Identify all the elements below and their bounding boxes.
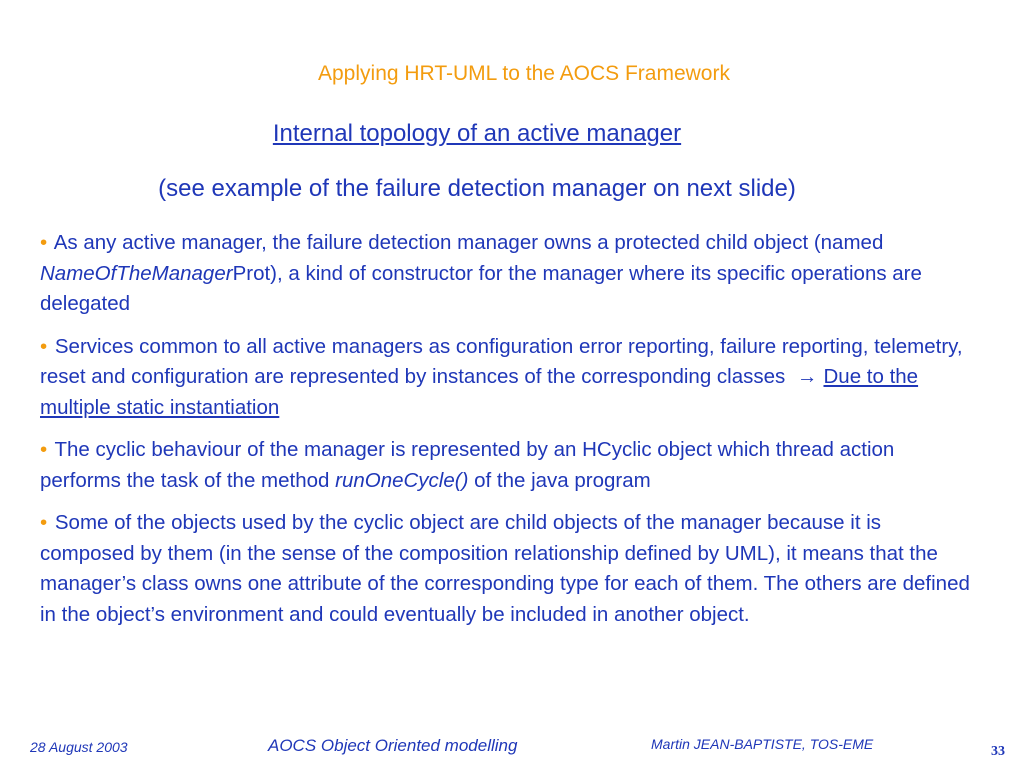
bullet-item <box>40 435 975 496</box>
right-arrow-icon: → <box>796 365 818 388</box>
bullet-text: Prot), a kind of constructor for the manager where its specific operations are delegated <box>40 261 922 315</box>
footer-title: AOCS Object Oriented modelling <box>268 736 518 755</box>
bullet-text: of the java program <box>468 468 651 492</box>
bullet-list <box>40 228 975 642</box>
bullet-item <box>40 228 975 320</box>
slide-subtitle: (see example of the failure detection manager on next slide) <box>158 175 796 202</box>
bullet-italic-term: NameOfTheManager <box>40 261 233 285</box>
bullet-marker: • <box>40 231 48 254</box>
underlined-note: Due to the multiple static instantiation <box>40 365 919 419</box>
bullet-text: Services common to all active managers as configuration error reporting, failure reporting, telemetry, reset and configuration are represented by instances of the corresponding classes <box>40 334 963 388</box>
bullet-marker: • <box>40 334 48 358</box>
bullet-text: As any active manager, the failure detection manager owns a protected child object (named <box>49 231 884 254</box>
footer-author: Martin JEAN-BAPTISTE, TOS-EME <box>651 736 874 752</box>
bullet-item <box>40 508 975 630</box>
slide-title: Internal topology of an active manager <box>272 120 682 147</box>
footer-date: 28 August 2003 <box>30 739 128 755</box>
page-number: 33 <box>991 744 1005 759</box>
bullet-marker: • <box>40 438 48 461</box>
presentation-header-title: Applying HRT-UML to the AOCS Framework <box>318 62 730 85</box>
bullet-text: Some of the objects used by the cyclic object are child objects of the manager because it is composed by them (in the sense of the composition relationship defined by UML), it means that the manager’s class owns one attribute of the corresponding type for each of them. The others are defined in the object’s environment and could eventually be included in another object. <box>40 511 970 626</box>
bullet-text: The cyclic behaviour of the manager is represented by an HCyclic object which thread action performs the task of the method <box>40 438 895 492</box>
bullet-marker: • <box>40 511 48 534</box>
bullet-italic-term: runOneCycle() <box>335 468 469 492</box>
bullet-item <box>40 332 975 424</box>
